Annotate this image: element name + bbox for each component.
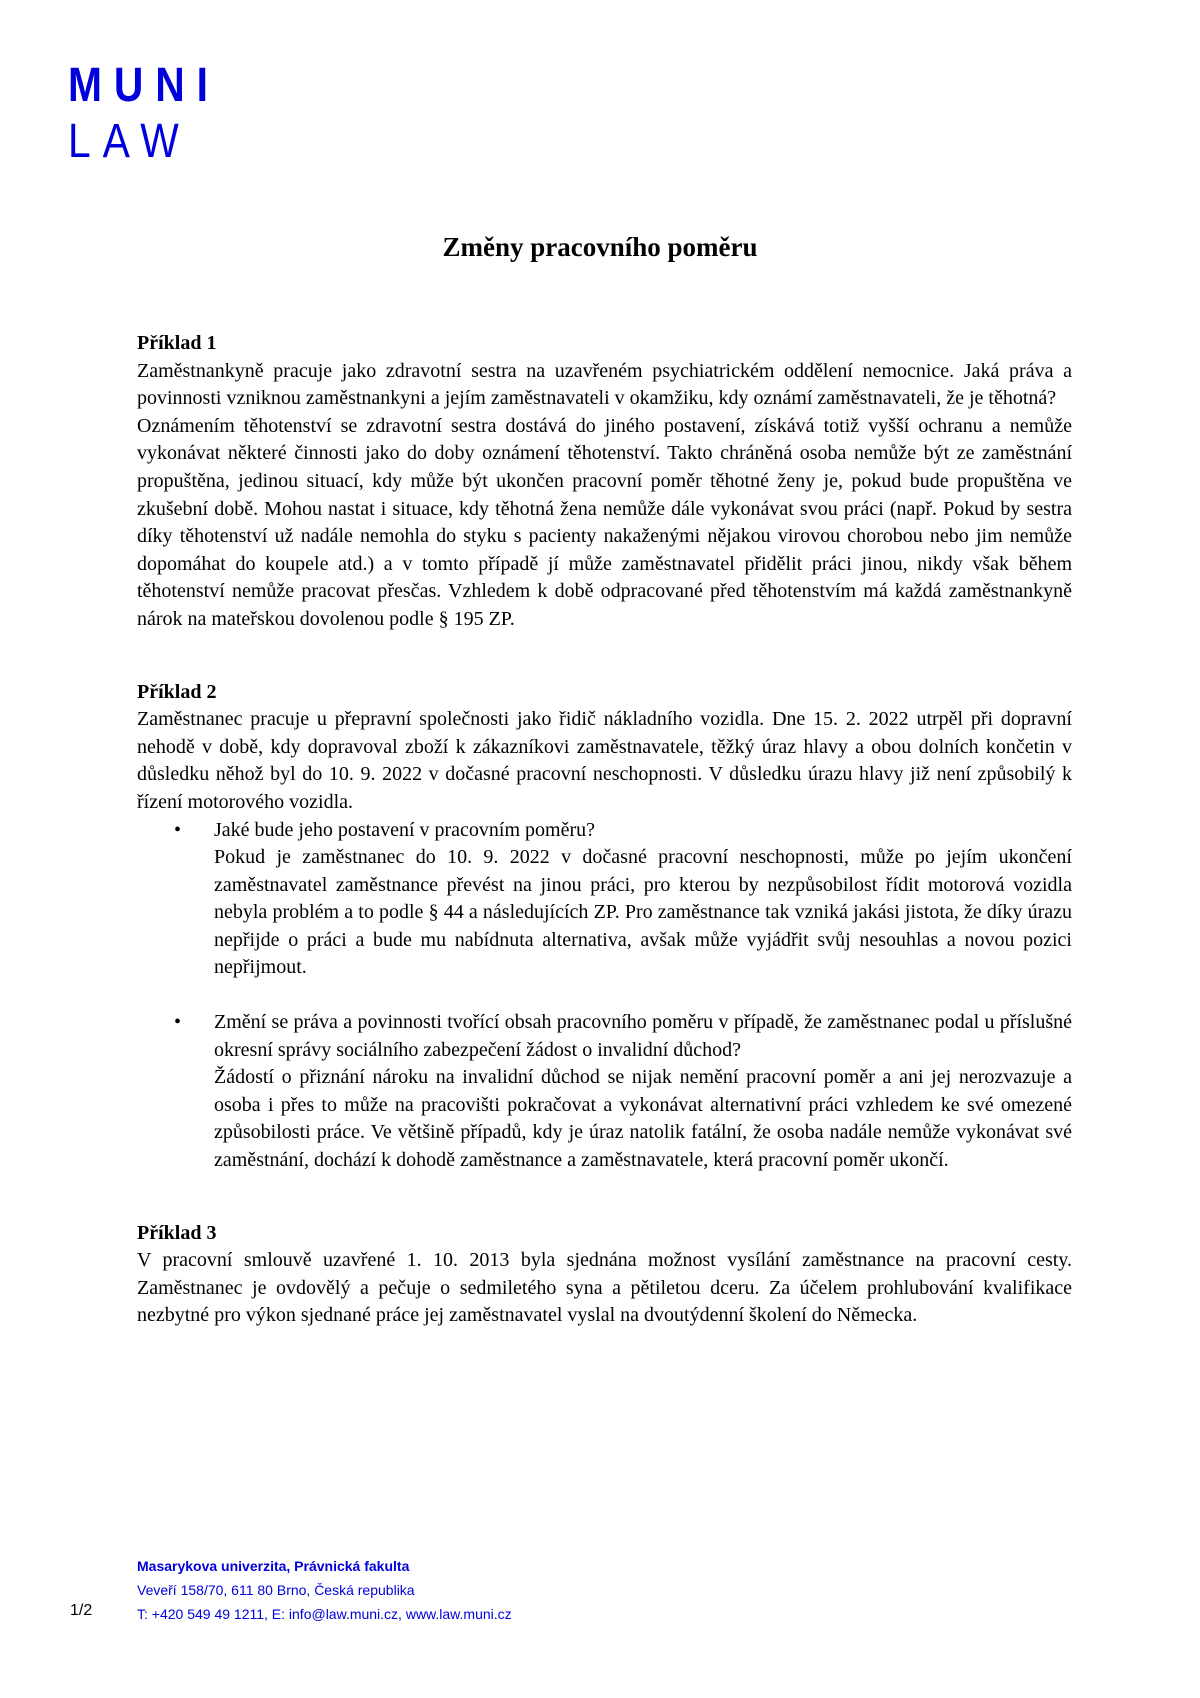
- bullet-question: Změní se práva a povinnosti tvořící obsah pracovního poměru v případě, že zaměstnanec podal u příslušné okresní správy sociálního zabezpečení žádost o invalidní důchod?: [214, 1011, 1072, 1061]
- muni-law-logo: [68, 59, 247, 168]
- page-footer: [137, 1554, 512, 1626]
- example-1: [137, 330, 1072, 634]
- example-1-question: Zaměstnankyně pracuje jako zdravotní sestra na uzavřeném psychiatrickém oddělení nemocnice. Jaká práva a povinnosti vzniknou zaměstnankyni a jejím zaměstnavateli v okamžiku, kdy oznámí zaměstnavateli, že je těhotná?: [137, 359, 1072, 410]
- example-3-heading: Příklad 3: [137, 1221, 217, 1244]
- example-3-text: V pracovní smlouvě uzavřené 1. 10. 2013 byla sjednána možnost vysílání zaměstnance na pracovní cesty. Zaměstnanec je ovdovělý a pečuje o sedmiletého syna a pětiletou dceru. Za účelem prohlubování kvalifikace nezbytné pro výkon sjednané práce jej zaměstnavatel vyslal na dvoutýdenní školení do Německa.: [137, 1249, 1072, 1327]
- example-2-intro: Zaměstnanec pracuje u přepravní společnosti jako řidič nákladního vozidla. Dne 15. 2. 2022 utrpěl při dopravní nehodě v době, kdy dopravoval zboží k zákazníkovi zaměstnavatele, těžký úraz hlavy a obou dolních končetin v důsledku něhož byl do 10. 9. 2022 v dočasné pracovní neschopnosti. V důsledku úrazu hlavy již není způsobilý k řízení motorového vozidla.: [137, 708, 1072, 813]
- footer-contact: T: +420 549 49 1211, E: info@law.muni.cz, www.law.muni.cz: [137, 1606, 512, 1622]
- example-1-answer: Oznámením těhotenství se zdravotní sestra dostává do jiného postavení, získává totiž vyšší ochranu a nemůže vykonávat některé činnosti jako do doby oznámení těhotenství. Takto chráněná osoba nemůže být ze zaměstnání propuštěna, jedinou situací, kdy může být ukončen pracovní poměr těhotné ženy je, pokud bude propuštěna ve zkušební době. Mohou nastat i situace, kdy těhotná žena nemůže dále vykonávat svou práci (např. Pokud by sestra díky těhotenství už nadále nemohla do styku s pacienty nakaženými nějakou virovou chorobou nebo jim nemůže dopomáhat do koupele atd.) a v tomto případě jí může zaměstnavatel přidělit práci jinou, nikdy však během těhotenství nemůže pracovat přesčas. Vzhledem k době odpracované před těhotenstvím má každá zaměstnankyně nárok na mateřskou dovolenou podle § 195 ZP.: [137, 414, 1072, 630]
- page-number: 1/2: [70, 1602, 93, 1619]
- example-2: [137, 679, 1072, 1175]
- bullet-question: Jaké bude jeho postavení v pracovním poměru?: [214, 818, 595, 841]
- document-title: Změny pracovního poměru: [442, 232, 758, 262]
- logo-law: LAW: [68, 115, 191, 168]
- bullet-icon: •: [174, 818, 182, 841]
- footer-address: Veveří 158/70, 611 80 Brno, Česká republika: [137, 1582, 415, 1598]
- bullet-answer: Pokud je zaměstnanec do 10. 9. 2022 v dočasné pracovní neschopnosti, může po jejím ukončení zaměstnavatel zaměstnance převést na jinou práci, pro kterou by nezpůsobilost řídit motorová vozidla nebyla problém a to podle § 44 a následujících ZP. Pro zaměstnance tak vzniká jakási jistota, že díky úrazu nepřijde o práci a bude mu nabídnuta alternativa, avšak může vyjádřit svůj nesouhlas a novou pozici nepřijmout.: [214, 846, 1072, 979]
- bullet-answer: Žádostí o přiznání nároku na invalidní důchod se nijak nemění pracovní poměr a ani jej nerozvazuje a osoba i přes to může na pracovišti pokračovat a vykonávat alternativní práci vzhledem ke své omezené způsobilosti práce. Ve většině případů, kdy je úraz natolik fatální, že osoba nadále nemůže vykonávat své zaměstnání, dochází k dohodě zaměstnance a zaměstnavatele, která pracovní poměr ukončí.: [214, 1066, 1072, 1172]
- list-item: [137, 1009, 1072, 1175]
- document-body: [137, 330, 1072, 1375]
- bullet-icon: •: [174, 1011, 182, 1034]
- logo-muni: MUNI: [68, 59, 220, 112]
- example-3: [137, 1220, 1072, 1330]
- footer-org: Masarykova univerzita, Právnická fakulta: [137, 1558, 410, 1574]
- example-2-heading: Příklad 2: [137, 680, 217, 703]
- list-item: [137, 817, 1072, 983]
- example-1-heading: Příklad 1: [137, 332, 217, 354]
- example-2-bullets: [137, 817, 1072, 1175]
